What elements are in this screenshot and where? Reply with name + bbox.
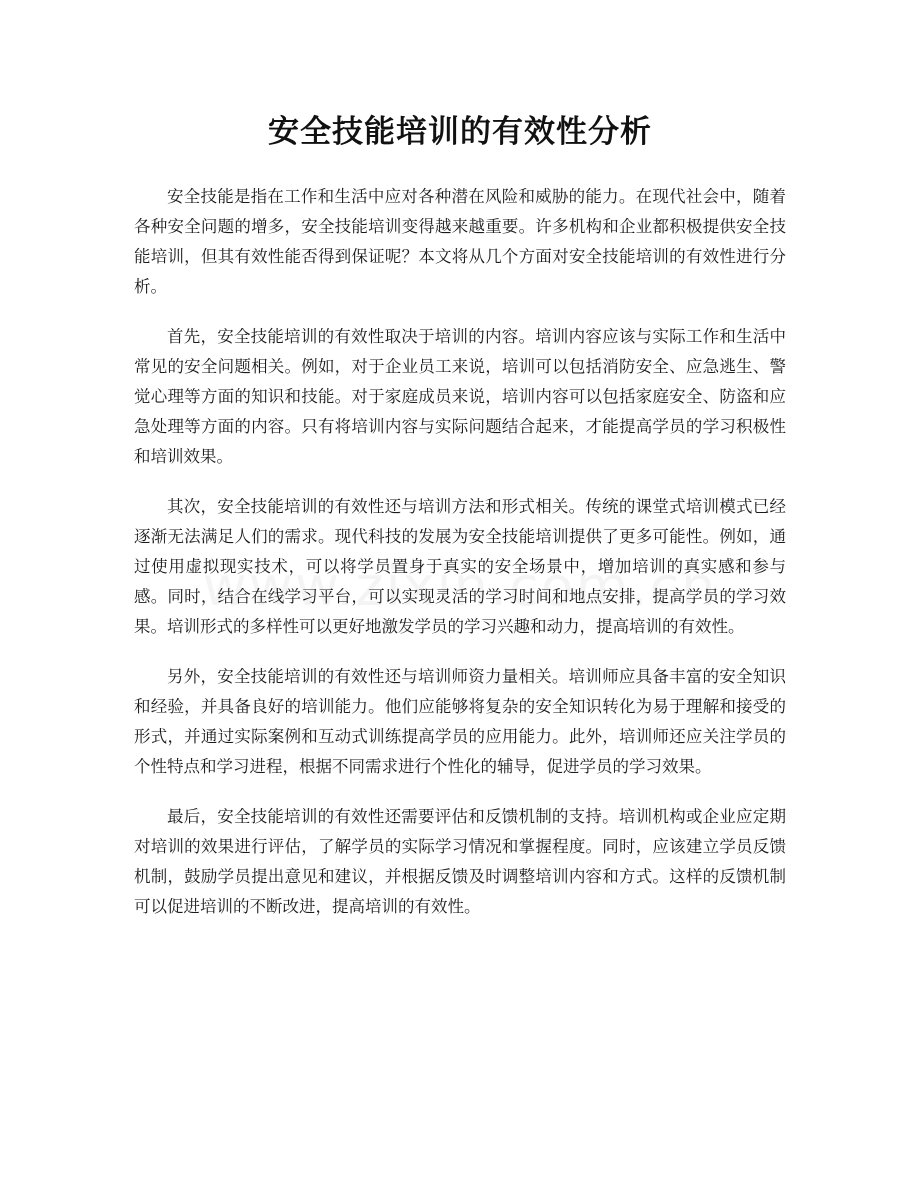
- paragraph-intro: 安全技能是指在工作和生活中应对各种潜在风险和威胁的能力。在现代社会中，随着各种安全问题的增多，安全技能培训变得越来越重要。许多机构和企业都积极提供安全技能培训，但其有效性能否得到保证呢？本文将从几个方面对安全技能培训的有效性进行分析。: [134, 187, 786, 296]
- paragraph-content: 首先，安全技能培训的有效性取决于培训的内容。培训内容应该与实际工作和生活中常见的安全问题相关。例如，对于企业员工来说，培训可以包括消防安全、应急逃生、警觉心理等方面的知识和技能。对于家庭成员来说，培训内容可以包括家庭安全、防盗和应急处理等方面的内容。只有将培训内容与实际问题结合起来，才能提高学员的学习积极性和培训效果。: [134, 327, 786, 466]
- document-title: 安全技能培训的有效性分析: [268, 114, 652, 150]
- document-body: [134, 182, 786, 942]
- paragraph-evaluation: 最后，安全技能培训的有效性还需要评估和反馈机制的支持。培训机构或企业应定期对培训的效果进行评估，了解学员的实际学习情况和掌握程度。同时，应该建立学员反馈机制，鼓励学员提出意见和建议，并根据反馈及时调整培训内容和方式。这样的反馈机制可以促进培训的不断改进，提高培训的有效性。: [134, 807, 786, 916]
- paragraph-trainers: 另外，安全技能培训的有效性还与培训师资力量相关。培训师应具备丰富的安全知识和经验，并具备良好的培训能力。他们应能够将复杂的安全知识转化为易于理解和接受的形式，并通过实际案例和互动式训练提高学员的应用能力。此外，培训师还应关注学员的个性特点和学习进程，根据不同需求进行个性化的辅导，促进学员的学习效果。: [134, 667, 786, 776]
- paragraph-methods: 其次，安全技能培训的有效性还与培训方法和形式相关。传统的课堂式培训模式已经逐渐无法满足人们的需求。现代科技的发展为安全技能培训提供了更多可能性。例如，通过使用虚拟现实技术，可以将学员置身于真实的安全场景中，增加培训的真实感和参与感。同时，结合在线学习平台，可以实现灵活的学习时间和地点安排，提高学员的学习效果。培训形式的多样性可以更好地激发学员的学习兴趣和动力，提高培训的有效性。: [134, 497, 786, 636]
